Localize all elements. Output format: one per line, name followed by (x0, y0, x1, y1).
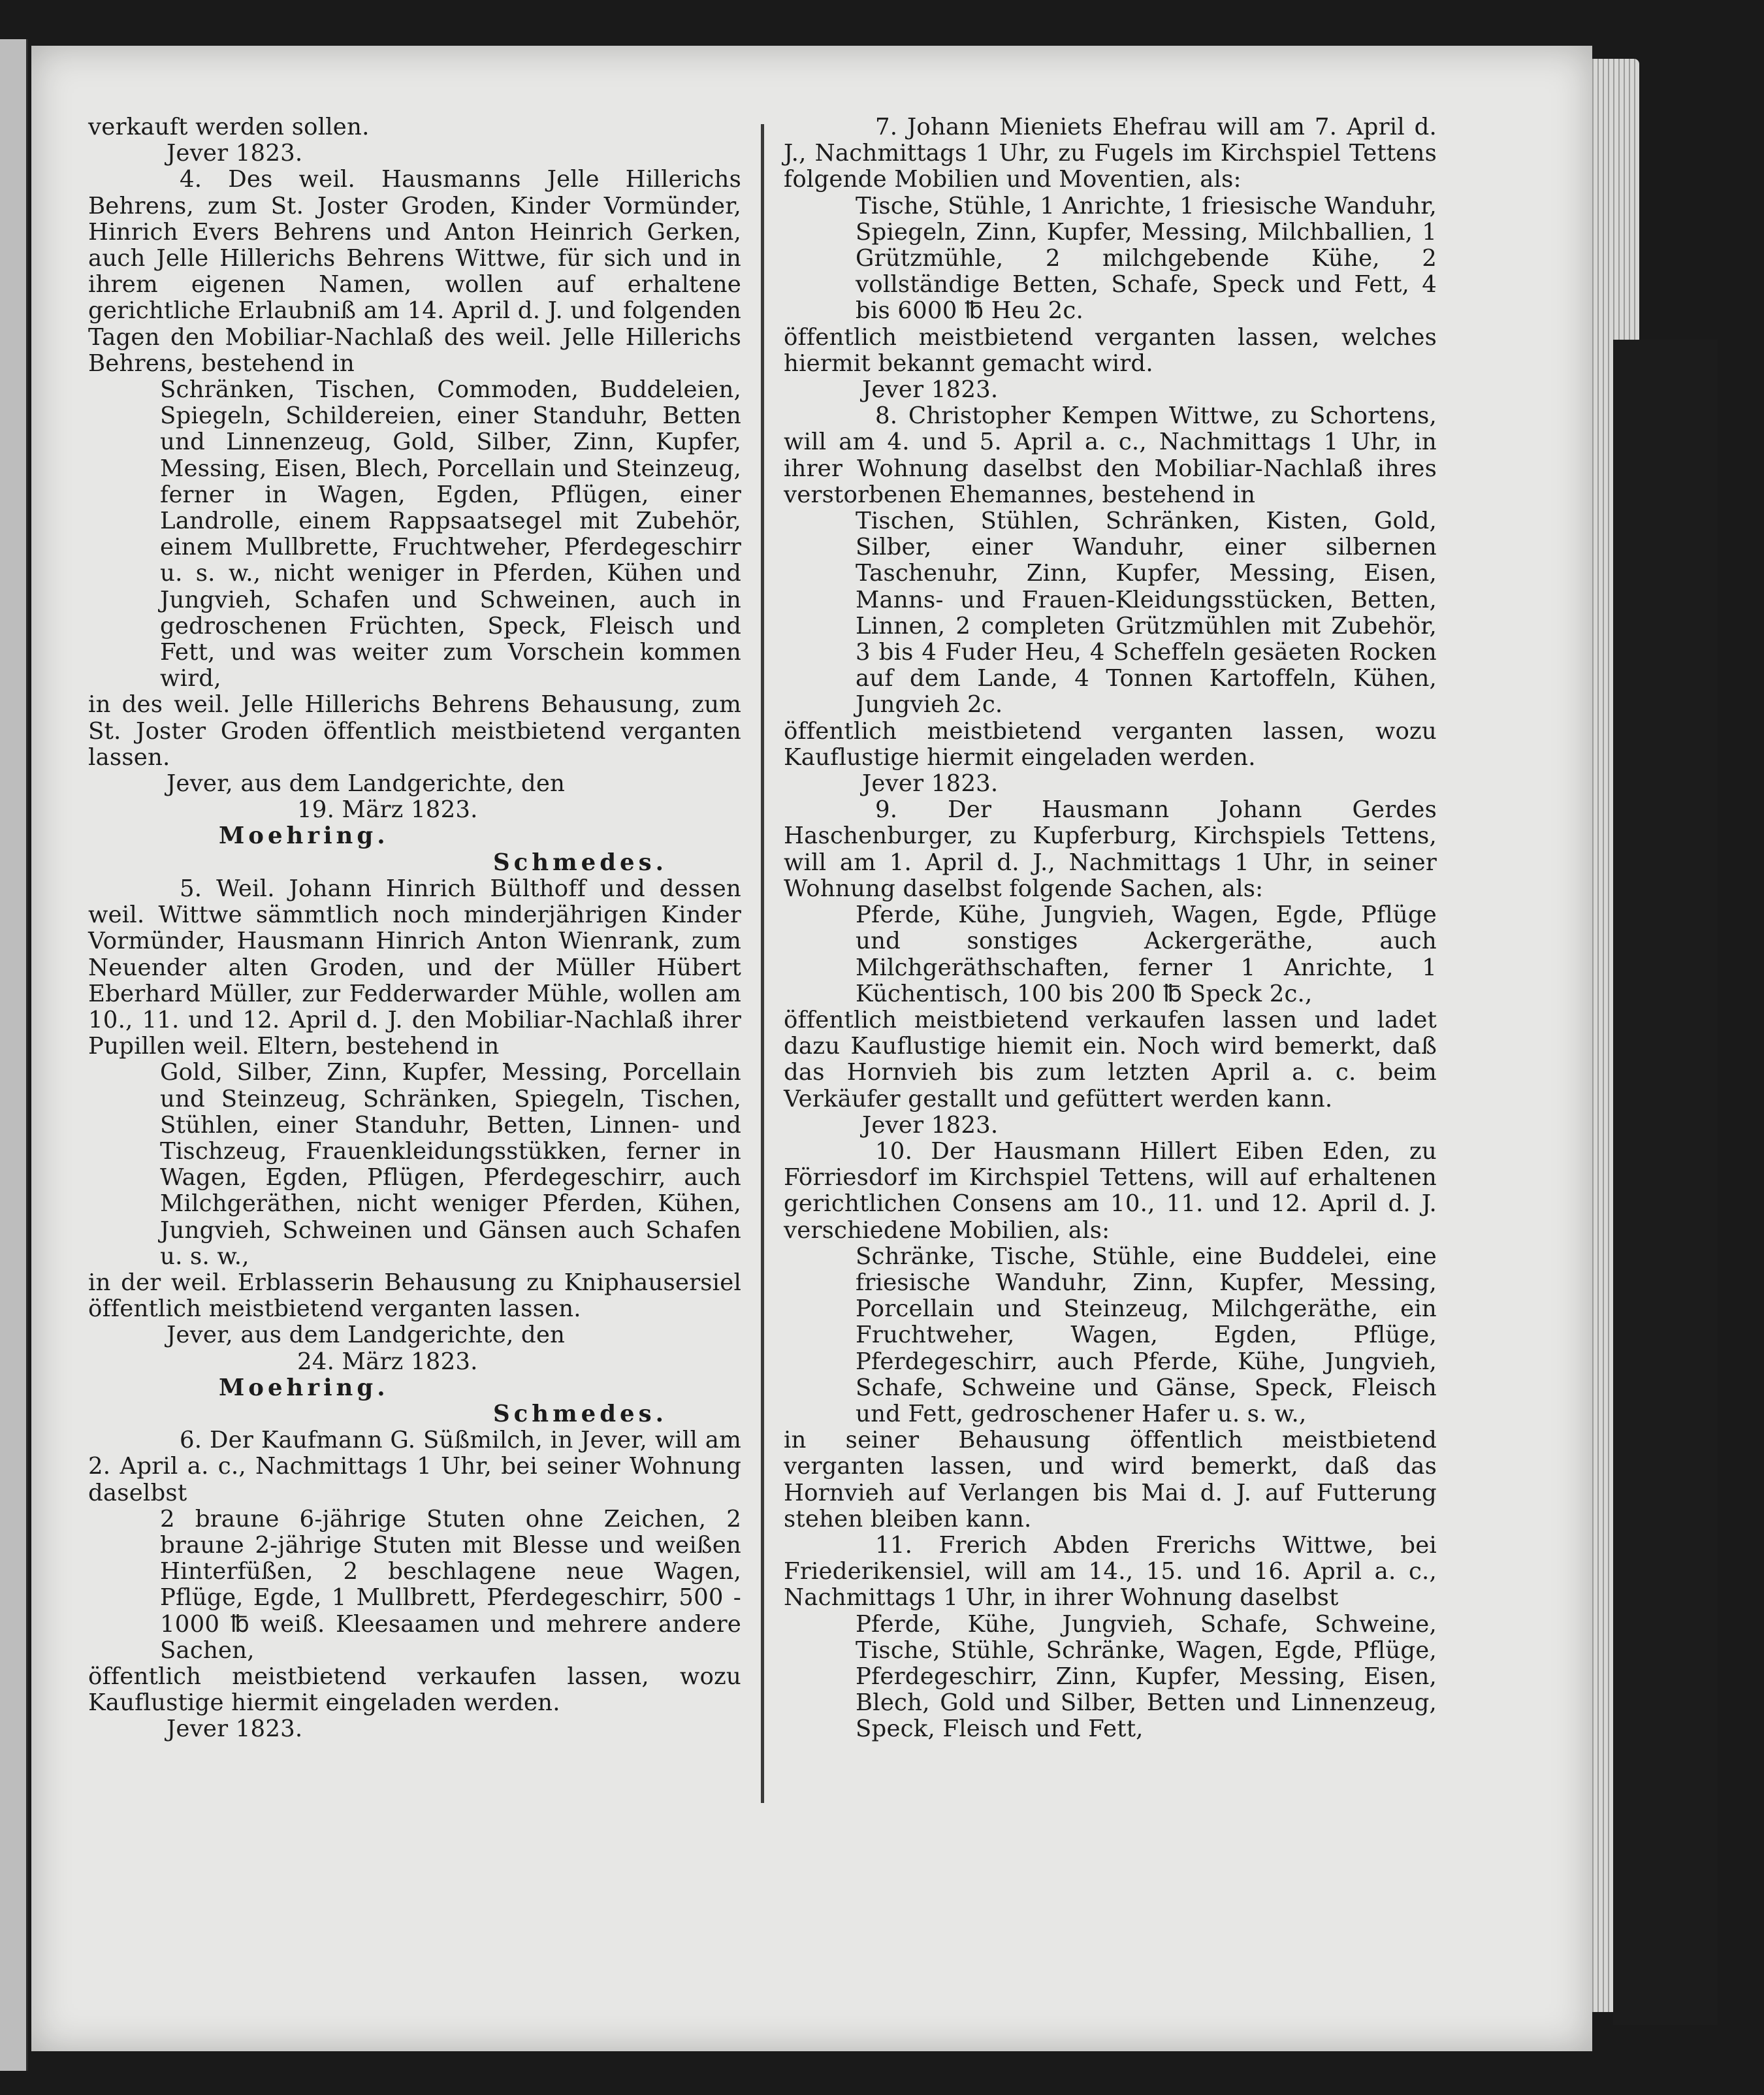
notice-4-date: 19. März 1823. (297, 796, 478, 824)
notice-8-place: Jever 1823. (862, 770, 999, 798)
lead-place: Jever 1823. (167, 140, 303, 167)
notice-6-items: 2 braune 6-jährige Stuten ohne Zeichen, 2 braune 2-jährige Stuten mit Blesse und weißen Hinterfüßen, 2 beschlagene neue Wagen, Pflüge, Egde, 1 Mullbrett, Pferdegeschirr, 500 - 1000 ℔ weiß. Kleesaamen und mehrere andere Sachen, (160, 1505, 741, 1664)
notice-8-closing: öffentlich meistbietend verganten lassen, wozu Kauflustige hiermit eingeladen werden. (784, 717, 1437, 771)
notice-4-intro: 4. Des weil. Hausmanns Jelle Hillerichs Behrens, zum St. Joster Groden, Kinder Vormünder, Hinrich Evers Behrens und Anton Heinrich Gerken, auch Jelle Hillerichs Behrens Wittwe, für sich und in ihrem eigenen Namen, wollen auf erhaltene gerichtliche Erlaubniß am 14. April d. J. und folgenden Tagen den Mobiliar-Nachlaß des weil. Jelle Hillerichs Behrens, bestehend in (88, 166, 741, 377)
notice-10 (784, 1139, 1437, 1533)
notice-9-intro: 9. Der Hausmann Johann Gerdes Haschenburger, zu Kupferburg, Kirchspiels Tettens, will am 1. April d. J., Nachmittags 1 Uhr, in seiner Wohnung daselbst folgende Sachen, als: (784, 796, 1437, 902)
left-column (88, 114, 741, 1743)
notice-8 (784, 403, 1437, 797)
previous-page-edge (0, 39, 28, 2071)
notice-8-items: Tischen, Stühlen, Schränken, Kisten, Gold, Silber, einer Wanduhr, einer silbernen Taschenuhr, Zinn, Kupfer, Messing, Eisen, Manns- und Frauen-Kleidungsstücken, Betten, Linnen, 2 completen Grützmühlen mit Zubehör, 3 bis 4 Fuder Heu, 4 Scheffeln gesäeten Rocken auf dem Lande, 4 Tonnen Kartoffeln, Kühen, Jungvieh 2c. (856, 508, 1437, 719)
notice-9-items: Pferde, Kühe, Jungvieh, Wagen, Egde, Pflüge und sonstiges Ackergeräthe, auch Milchgeräthschaften, ferner 1 Anrichte, 1 Küchentisch, 100 bis 200 ℔ Speck 2c., (856, 901, 1437, 1007)
notice-5-signature-2: Schmedes. (493, 1400, 667, 1427)
notice-10-intro: 10. Der Hausmann Hillert Eiben Eden, zu Förriesdorf im Kirchspiel Tettens, will auf erhaltenen gerichtlichen Consens am 10., 11. und 12. April d. J. verschiedene Mobilien, als: (784, 1137, 1437, 1244)
notice-8-intro: 8. Christopher Kempen Wittwe, zu Schortens, will am 4. und 5. April a. c., Nachmittags 1 Uhr, in ihrer Wohnung daselbst den Mobiliar-Nachlaß ihres verstorbenen Ehemannes, bestehend in (784, 402, 1437, 508)
notice-4-signature-2: Schmedes. (493, 849, 667, 876)
notice-7-place: Jever 1823. (862, 376, 999, 404)
notice-5-closing: in der weil. Erblasserin Behausung zu Kniphausersiel öffentlich meistbietend verganten lassen. (88, 1269, 741, 1323)
notice-4-signature-1: Moehring. (219, 822, 389, 850)
notice-4 (88, 167, 741, 875)
column-divider (761, 124, 764, 1803)
notice-7-items: Tische, Stühle, 1 Anrichte, 1 friesische Wanduhr, Spiegeln, Zinn, Kupfer, Messing, Milchballien, 1 Grützmühle, 2 milchgebende Kühe, 2 vollständige Betten, Schafe, Speck und Fett, 4 bis 6000 ℔ Heu 2c. (856, 192, 1437, 325)
notice-6-intro: 6. Der Kaufmann G. Süßmilch, in Jever, will am 2. April a. c., Nachmittags 1 Uhr, bei seiner Wohnung daselbst (88, 1427, 741, 1506)
notice-6-place: Jever 1823. (167, 1715, 303, 1743)
notice-11 (784, 1533, 1437, 1743)
notice-7 (784, 114, 1437, 403)
right-column (784, 114, 1437, 1743)
notice-4-items: Schränken, Tischen, Commoden, Buddeleien, Spiegeln, Schildereien, einer Standuhr, Betten und Linnenzeug, Gold, Silber, Zinn, Kupfer, Messing, Eisen, Blech, Porcellain und Steinzeug, ferner in Wagen, Egden, Pflügen, einer Landrolle, einem Rappsaatsegel mit Zubehör, einem Mullbrette, Fruchtweher, Pferdegeschirr u. s. w., nicht weniger in Pferden, Kühen und Jungvieh, Schafen und Schweinen, auch in gedroschenen Früchten, Speck, Fleisch und Fett, und was weiter zum Vorschein kommen wird, (160, 376, 741, 692)
notice-4-place: Jever, aus dem Landgerichte, den (167, 770, 566, 798)
notice-5-signature-1: Moehring. (219, 1374, 389, 1401)
notice-5 (88, 876, 741, 1427)
notice-11-items: Pferde, Kühe, Jungvieh, Schafe, Schweine, Tische, Stühle, Schränke, Wagen, Egde, Pflüge, Pferdegeschirr, Zinn, Kupfer, Messing, Eisen, Blech, Gold und Silber, Betten und Linnenzeug, Speck, Fleisch und Fett, (856, 1610, 1437, 1743)
notice-9-place: Jever 1823. (862, 1111, 999, 1139)
notice-6-closing: öffentlich meistbietend verkaufen lassen, wozu Kauflustige hiermit eingeladen werden. (88, 1663, 741, 1717)
lead-text: verkauft werden sollen. (88, 114, 370, 140)
notice-11-intro: 11. Frerich Abden Frerichs Wittwe, bei Friederikensiel, will am 14., 15. und 16. April a. c., Nachmittags 1 Uhr, in ihrer Wohnung daselbst (784, 1531, 1437, 1612)
notice-5-date: 24. März 1823. (297, 1348, 478, 1375)
notice-7-intro: 7. Johann Mieniets Ehefrau will am 7. April d. J., Nachmittags 1 Uhr, zu Fugels im Kirchspiel Tettens folgende Mobilien und Moventien, als: (784, 114, 1437, 193)
notice-5-place: Jever, aus dem Landgerichte, den (167, 1322, 566, 1349)
notice-10-items: Schränke, Tische, Stühle, eine Buddelei, eine friesische Wanduhr, Zinn, Kupfer, Messing, Porcellain und Steinzeug, Milchgeräthe, ein Fruchtweher, Wagen, Egden, Pflüge, Pferdegeschirr, auch Pferde, Kühe, Jungvieh, Schafe, Schweine und Gänse, Speck, Fleisch und Fett, gedroschener Hafer u. s. w., (856, 1242, 1437, 1427)
notice-5-intro: 5. Weil. Johann Hinrich Bülthoff und dessen weil. Wittwe sämmtlich noch minderjährigen Kinder Vormünder, Hausmann Hinrich Anton Wienrank, zum Neuender alten Groden, und der Müller Hübert Eberhard Müller, zur Fedderwarder Mühle, wollen am 10., 11. und 12. April d. J. den Mobiliar-Nachlaß ihrer Pupillen weil. Eltern, bestehend in (88, 875, 741, 1060)
notice-7-closing: öffentlich meistbietend verganten lassen, welches hiermit bekannt gemacht wird. (784, 323, 1437, 377)
notice-4-closing: in des weil. Jelle Hillerichs Behrens Behausung, zum St. Joster Groden öffentlich meistbietend verganten lassen. (88, 691, 741, 771)
notice-9-closing: öffentlich meistbietend verkaufen lassen und ladet dazu Kauflustige hiemit ein. Noch wird bemerkt, daß das Hornvieh bis zum letzten April a. c. beim Verkäufer gestallt und gefüttert werden kann. (784, 1006, 1437, 1112)
notice-10-closing: in seiner Behausung öffentlich meistbietend verganten lassen, und wird bemerkt, daß das Hornvieh auf Verlangen bis Mai d. J. auf Futterung stehen bleiben kann. (784, 1427, 1437, 1533)
notice-5-items: Gold, Silber, Zinn, Kupfer, Messing, Porcellain und Steinzeug, Schränken, Spiegeln, Tischen, Stühlen, einer Standuhr, Betten, Linnen- und Tischzeug, Frauenkleidungsstükken, ferner in Wagen, Egden, Pflügen, Pferdegeschirr, auch Milchgeräthen, nicht weniger Pferden, Kühen, Jungvieh, Schweinen und Gänsen auch Schafen u. s. w., (160, 1059, 741, 1270)
notice-9 (784, 797, 1437, 1139)
notice-6 (88, 1427, 741, 1742)
book-shadow (1613, 340, 1718, 2025)
